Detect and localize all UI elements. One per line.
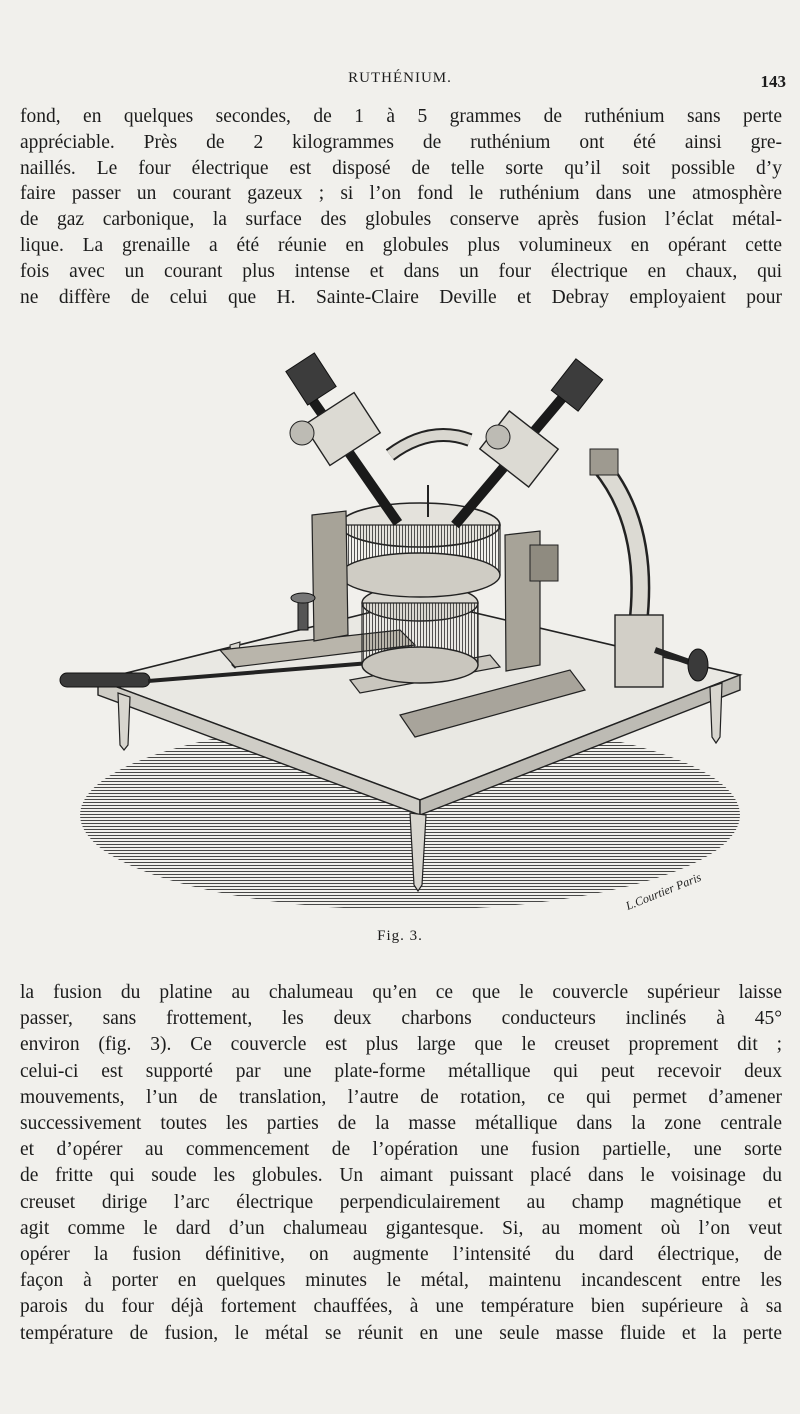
text-line: façon à porter en quelques minutes le métal, maintenu incandescent entre les: [20, 1270, 782, 1292]
text-line: faire passer un courant gazeux ; si l’on fond le ruthénium dans une atmosphère: [20, 183, 782, 205]
text-line: de fritte qui soude les globules. Un aimant puissant placé dans le voisinage du: [20, 1165, 782, 1187]
page-header: [0, 70, 800, 94]
text-line: creuset dirige l’arc électrique perpendiculairement au champ magnétique et: [20, 1191, 782, 1213]
text-line: agit comme le dard d’un chalumeau gigantesque. Si, au moment où l’on veut: [20, 1217, 782, 1239]
figure-caption: Fig. 3.: [377, 928, 423, 944]
text-line: naillés. Le four électrique est disposé de telle sorte qu’il soit possible d’y: [20, 157, 782, 179]
electrode-left: [286, 353, 398, 523]
page-number: 143: [760, 72, 786, 91]
engraver-signature: L.Courtier Paris: [623, 869, 704, 913]
text-line: ne diffère de celui que H. Sainte-Claire Deville et Debray employaient pour: [20, 286, 782, 308]
text-line: et d’opérer au commencement de l’opération une fusion partielle, une sorte: [20, 1139, 782, 1161]
text-line: fond, en quelques secondes, de 1 à 5 grammes de ruthénium sans perte: [20, 106, 782, 127]
paragraph-top: [20, 104, 782, 310]
text-line: successivement toutes les parties de la masse métallique dans la zone centrale: [20, 1113, 782, 1135]
thumbscrew: [291, 593, 315, 630]
electric-furnace-engraving: [50, 345, 750, 915]
text-line: celui-ci est supporté par une plate-forme métallique qui peut recevoir deux: [20, 1060, 782, 1082]
paragraph-bottom: [20, 980, 782, 1347]
crucible: [362, 585, 478, 683]
figure-electric-furnace: [50, 345, 750, 915]
text-line: de gaz carbonique, la surface des globules conserve après fusion l’éclat métal-: [20, 209, 782, 231]
text-line: mouvements, l’un de translation, l’autre de rotation, ce qui permet d’amener: [20, 1086, 782, 1108]
text-line: passer, sans frottement, les deux charbons conducteurs inclinés à 45°: [20, 1008, 782, 1030]
text-line: parois du four déjà fortement chauffées, à une température bien supérieure à sa: [20, 1296, 782, 1318]
text-line: appréciable. Près de 2 kilogrammes de ruthénium ont été ainsi gre-: [20, 131, 782, 153]
text-line: fois avec un courant plus intense et dans un four électrique en chaux, qui: [20, 260, 782, 282]
text-line: lique. La grenaille a été réunie en globules plus volumineux en opérant cette: [20, 234, 782, 256]
electrode-right: [455, 359, 603, 525]
text-line: la fusion du platine au chalumeau qu’en ce que le couvercle supérieur laisse: [20, 982, 782, 1003]
text-line: environ (fig. 3). Ce couvercle est plus large que le creuset proprement dit ;: [20, 1034, 782, 1056]
text-line: opérer la fusion définitive, on augmente l’intensité du dard électrique, de: [20, 1244, 782, 1266]
text-line: température de fusion, le métal se réunit en une seule masse fluide et la perte: [20, 1322, 782, 1344]
running-head: RUTHÉNIUM.: [348, 70, 452, 86]
